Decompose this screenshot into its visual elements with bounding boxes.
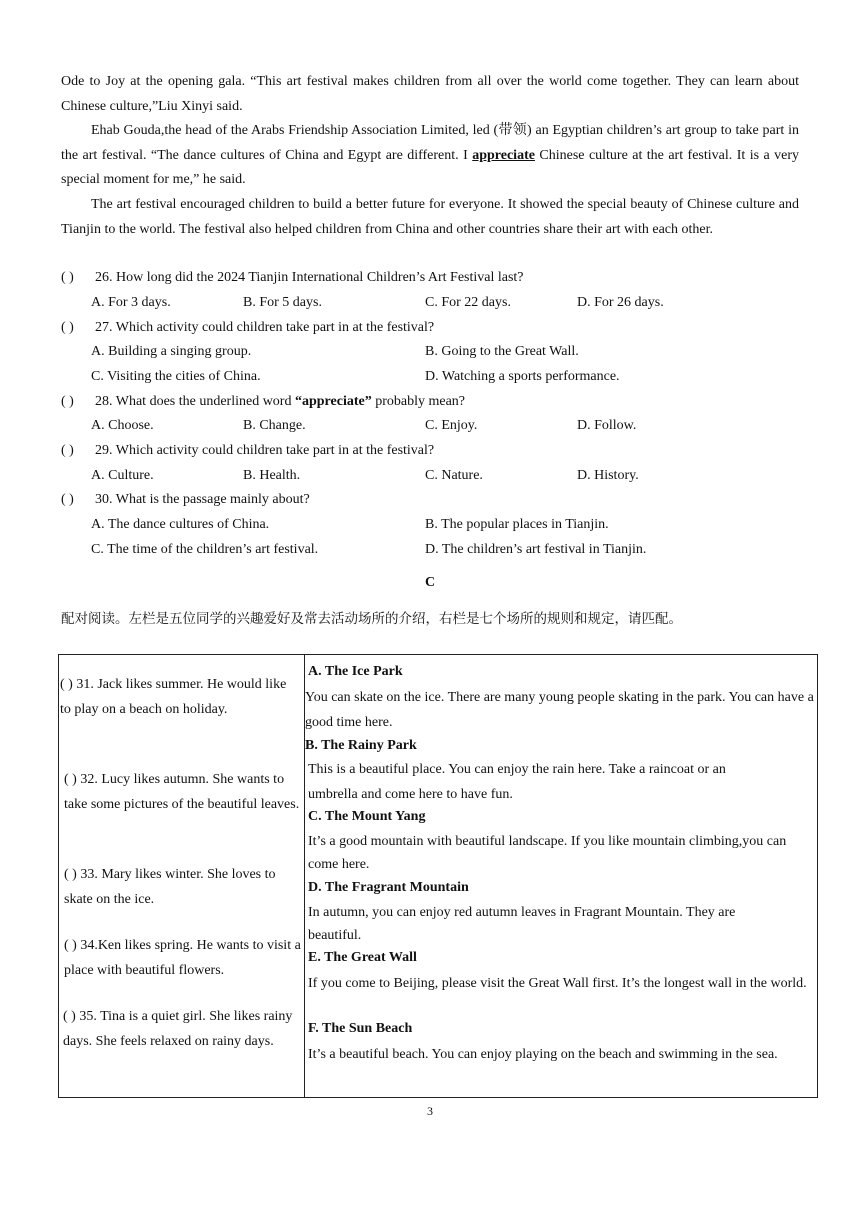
place-text-c: It’s a good mountain with beautiful landscape. If you like mountain climbing,you can come here.	[308, 834, 787, 872]
place-title-b: B. The Rainy Park	[305, 738, 417, 753]
matching-question-34: ( ) 34.Ken likes spring. He wants to visit a place with beautiful flowers.	[64, 938, 301, 978]
place-title-c: C. The Mount Yang	[308, 809, 426, 824]
question-30	[61, 488, 310, 512]
question-text: 29. Which activity could children take part in at the festival?	[95, 443, 435, 458]
option-a: A. Choose.	[91, 418, 154, 433]
question-text: 26. How long did the 2024 Tianjin International Children’s Art Festival last?	[95, 270, 524, 285]
option-d: D. Watching a sports performance.	[425, 369, 620, 384]
option-b: B. Health.	[243, 468, 301, 483]
question-26	[61, 266, 524, 290]
option-b: B. Change.	[243, 418, 306, 433]
section-heading: C	[424, 575, 436, 590]
option-b: B. Going to the Great Wall.	[425, 344, 579, 359]
option-d: D. Follow.	[577, 418, 637, 433]
page-number: 3	[427, 1104, 433, 1118]
passage-paragraph-3: The art festival encouraged children to build a better future for everyone. It showed the special beauty of Chinese culture and Tianjin to the world. The festival also helped children from China and other countries share their art with each other.	[61, 197, 799, 237]
answer-blank[interactable]: ( )	[61, 394, 74, 409]
matching-question-35: ( ) 35. Tina is a quiet girl. She likes rainy days. She feels relaxed on rainy days.	[63, 1009, 293, 1049]
question-text: 27. Which activity could children take part in at the festival?	[95, 320, 435, 335]
question-text-end: probably mean?	[371, 394, 466, 409]
place-text-d: In autumn, you can enjoy red autumn leaves in Fragrant Mountain. They are beautiful.	[308, 905, 736, 943]
place-title-a: A. The Ice Park	[308, 664, 403, 679]
option-d: D. The children’s art festival in Tianjin.	[425, 542, 647, 557]
place-title-e: E. The Great Wall	[308, 950, 417, 965]
place-text-b: This is a beautiful place. You can enjoy the rain here. Take a raincoat or an umbrella and come here to have fun.	[308, 762, 726, 802]
question-text-start: 28. What does the underlined word	[95, 394, 295, 409]
paragraph-2-text-start: Ehab Gouda,the head of the Arabs Friendship Association Limited, led (带领) an Egyptian children’s art group to take part in the art festival. “The dance cultures of China and Egypt are different. I	[61, 123, 799, 163]
option-d: D. History.	[577, 468, 639, 483]
section-instruction: 配对阅读。左栏是五位同学的兴趣爱好及常去活动场所的介绍，右栏是七个场所的规则和规定，请匹配。	[61, 611, 682, 627]
place-title-f: F. The Sun Beach	[308, 1021, 413, 1036]
place-text-e: If you come to Beijing, please visit the Great Wall first. It’s the longest wall in the world.	[308, 976, 807, 991]
answer-blank[interactable]: ( )	[61, 320, 74, 335]
option-b: B. The popular places in Tianjin.	[425, 517, 609, 532]
question-29	[61, 439, 434, 463]
answer-blank[interactable]: ( )	[61, 270, 74, 285]
matching-question-32: ( ) 32. Lucy likes autumn. She wants to take some pictures of the beautiful leaves.	[64, 772, 300, 812]
option-c: C. Visiting the cities of China.	[91, 369, 261, 384]
option-c: C. For 22 days.	[425, 295, 511, 310]
option-d: D. For 26 days.	[577, 295, 664, 310]
question-27	[61, 316, 434, 340]
option-b: B. For 5 days.	[243, 295, 322, 310]
question-28	[61, 390, 465, 414]
option-a: A. Culture.	[91, 468, 154, 483]
place-text-a: You can skate on the ice. There are many young people skating in the park. You can have a good time here.	[305, 690, 814, 730]
option-a: A. The dance cultures of China.	[91, 517, 270, 532]
underlined-word-appreciate: appreciate	[472, 147, 535, 163]
paragraph-2-text-end: Chinese culture at the art festival. It is a very special moment for me,” he said.	[61, 147, 800, 187]
matching-question-33: ( ) 33. Mary likes winter. She loves to skate on the ice.	[64, 867, 276, 907]
option-a: A. For 3 days.	[91, 295, 171, 310]
passage-paragraph-1: Ode to Joy at the opening gala. “This art festival makes children from all over the world come together. They can learn about Chinese culture,”Liu Xinyi said.	[61, 74, 799, 114]
answer-blank[interactable]: ( )	[61, 443, 74, 458]
passage-paragraph-2	[61, 119, 799, 193]
question-text: 30. What is the passage mainly about?	[95, 492, 310, 507]
matching-table	[58, 654, 818, 1098]
matching-question-31: ( ) 31. Jack likes summer. He would like to play on a beach on holiday.	[60, 677, 287, 717]
answer-blank[interactable]: ( )	[61, 492, 74, 507]
students-column	[59, 655, 305, 1098]
places-column	[305, 655, 818, 1098]
option-c: C. Nature.	[425, 468, 483, 483]
option-c: C. Enjoy.	[425, 418, 478, 433]
question-keyword: “appreciate”	[294, 394, 372, 409]
place-title-d: D. The Fragrant Mountain	[308, 880, 469, 895]
place-text-f: It’s a beautiful beach. You can enjoy playing on the beach and swimming in the sea.	[308, 1047, 778, 1062]
option-a: A. Building a singing group.	[91, 344, 252, 359]
option-c: C. The time of the children’s art festival.	[91, 542, 319, 557]
